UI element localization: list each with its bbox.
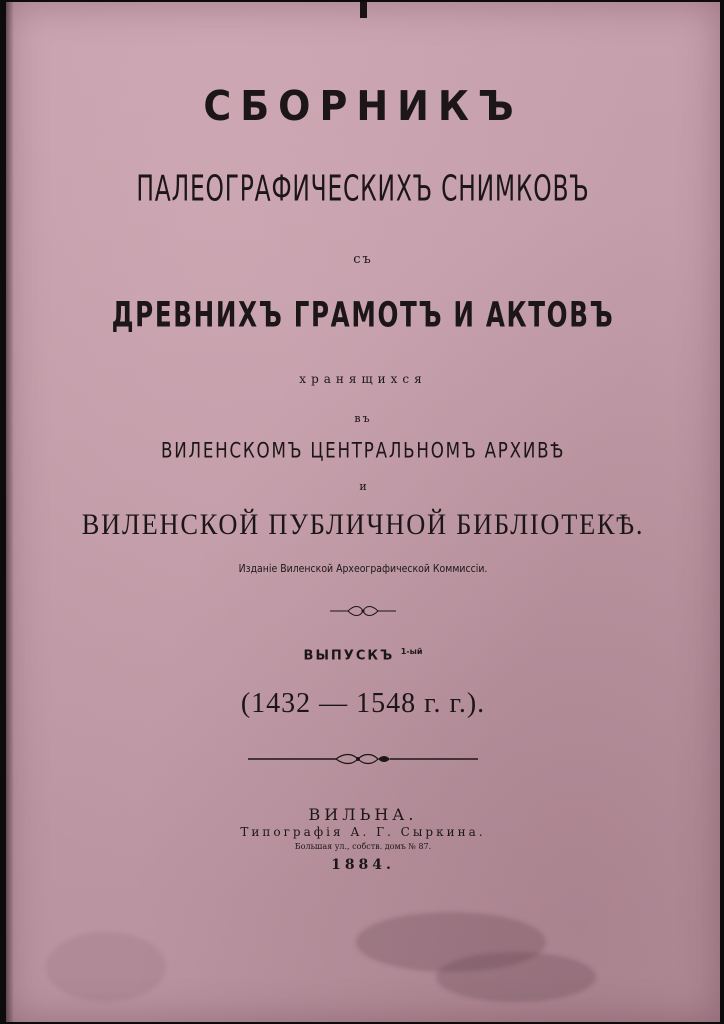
city: ВИЛЬНА.	[308, 805, 418, 824]
long-ornament	[6, 752, 720, 766]
years-range: (1432 — 1548 г. г.).	[240, 688, 486, 719]
book-title: СБОРНИКЪ	[203, 82, 523, 130]
connector-v: въ	[354, 412, 372, 425]
connector-i: и	[359, 480, 367, 493]
held-text: хранящихся	[299, 372, 427, 386]
issue-label: ВЫПУСКЪ	[303, 648, 395, 664]
title-page	[6, 2, 720, 1022]
archive-name: ВИЛЕНСКОМЪ ЦЕНТРАЛЬНОМЪ АРХИВѢ	[160, 438, 565, 464]
book-subject: ДРЕВНИХЪ ГРАМОТЪ И АКТОВЪ	[111, 295, 615, 336]
issue-line	[6, 647, 720, 663]
small-ornament-graphic	[328, 605, 398, 617]
printer-address: Большая ул., собств. домъ № 87.	[294, 842, 432, 851]
binding-mark	[360, 2, 367, 18]
library-name: ВИЛЕНСКОЙ ПУБЛИЧНОЙ БИБЛІОТЕКѢ.	[81, 508, 645, 541]
publication-year: 1884.	[331, 857, 395, 873]
issue-number: 1-ый	[400, 647, 423, 656]
connector-s: съ	[353, 252, 373, 267]
small-ornament	[6, 605, 720, 617]
book-subtitle: ПАЛЕОГРАФИЧЕСКИХЪ СНИМКОВЪ	[136, 168, 590, 211]
publisher-note: Изданіе Виленской Археографической Коммиссіи.	[238, 562, 488, 575]
ink-stain	[436, 952, 596, 1002]
long-ornament-graphic	[248, 752, 478, 766]
printing-house: Типографія А. Г. Сыркина.	[240, 825, 486, 839]
paper-stain	[46, 932, 166, 1002]
